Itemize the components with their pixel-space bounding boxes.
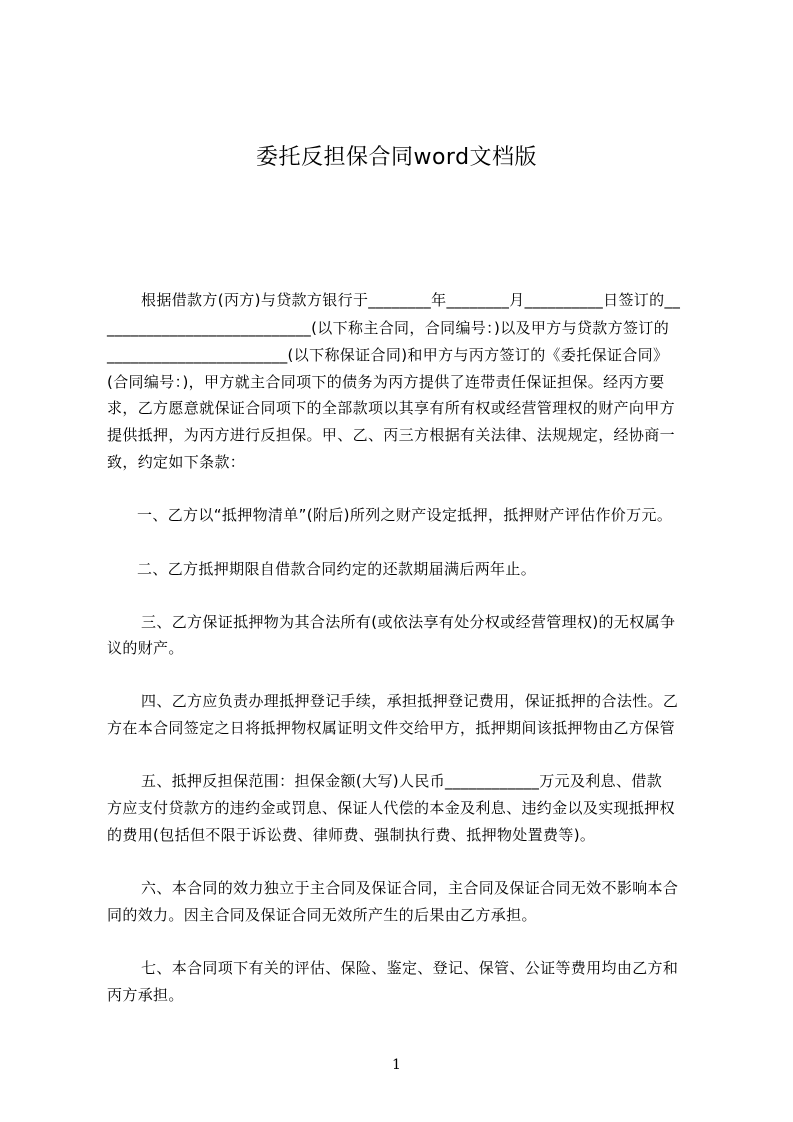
preamble-line: 根据借款方(丙方)与贷款方银行于________年________月__________日签订的__ (141, 291, 681, 309)
preamble-line: 求，乙方愿意就保证合同项下的全部款项以其享有所有权或经营管理权的财产向甲方 (107, 399, 675, 417)
page-number: 1 (392, 1057, 401, 1073)
preamble-line: __________________________(以下称主合同，合同编号：)以及甲方与贷款方签订的 (107, 319, 670, 337)
clause-line: 方应支付贷款方的违约金或罚息、保证人代偿的本金及利息、违约金以及实现抵押权 (107, 799, 675, 817)
clause-line: 方在本合同签定之日将抵押物权属证明文件交给甲方，抵押期间该抵押物由乙方保管 (107, 719, 675, 737)
clause-line: 议的财产。 (107, 639, 184, 657)
clause-line: 五、抵押反担保范围：担保金额(大写)人民币____________万元及利息、借款 (141, 772, 663, 790)
document-title: 委托反担保合同word文档版 (255, 145, 538, 170)
clause-line: 六、本合同的效力独立于主合同及保证合同，主合同及保证合同无效不影响本合 (141, 879, 679, 897)
preamble-line: _______________________(以下称保证合同)和甲方与丙方签订的《委托保证合同》 (107, 346, 669, 364)
clause-line: 四、乙方应负责办理抵押登记手续，承担抵押登记费用，保证抵押的合法性。乙 (141, 692, 679, 710)
clause-line: 同的效力。因主合同及保证合同无效所产生的后果由乙方承担。 (107, 906, 537, 924)
clause-line: 丙方承担。 (107, 986, 184, 1004)
clause-line: 一、乙方以“抵押物清单”(附后)所列之财产设定抵押，抵押财产评估作价万元。 (137, 506, 673, 524)
clause-line: 的费用(包括但不限于诉讼费、律师费、强制执行费、抵押物处置费等)。 (107, 826, 596, 844)
preamble-line: 致，约定如下条款： (107, 453, 246, 471)
clause-line: 三、乙方保证抵押物为其合法所有(或依法享有处分权或经营管理权)的无权属争 (141, 613, 676, 631)
clause-line: 二、乙方抵押期限自借款合同约定的还款期届满后两年止。 (137, 560, 537, 578)
clause-line: 七、本合同项下有关的评估、保险、鉴定、登记、保管、公证等费用均由乙方和 (141, 959, 679, 977)
preamble-line: 提供抵押，为丙方进行反担保。甲、乙、丙三方根据有关法律、法规规定，经协商一 (107, 426, 675, 444)
preamble-line: (合同编号：)，甲方就主合同项下的债务为丙方提供了连带责任保证担保。经丙方要 (107, 373, 665, 391)
